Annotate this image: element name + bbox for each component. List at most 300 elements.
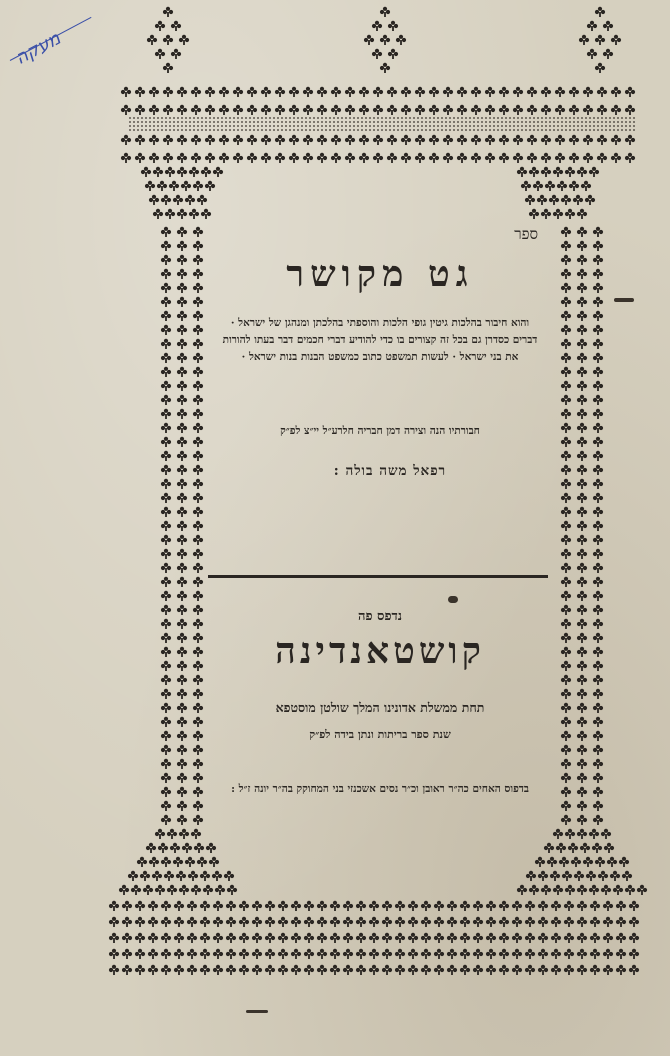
fleuron-icon bbox=[177, 353, 187, 363]
fleuron-icon bbox=[561, 121, 563, 123]
fleuron-icon bbox=[385, 129, 387, 131]
fleuron-icon bbox=[525, 121, 527, 123]
fleuron-icon bbox=[461, 121, 463, 123]
fleuron-icon bbox=[161, 297, 171, 307]
fleuron-icon bbox=[395, 933, 405, 943]
fleuron-icon bbox=[161, 773, 171, 783]
fleuron-icon bbox=[193, 181, 203, 191]
fleuron-icon bbox=[193, 801, 203, 811]
fleuron-icon bbox=[245, 121, 247, 123]
fleuron-icon bbox=[301, 129, 303, 131]
fleuron-icon bbox=[356, 933, 366, 943]
fleuron-icon bbox=[187, 965, 197, 975]
fleuron-icon bbox=[241, 129, 243, 131]
fleuron-icon bbox=[555, 105, 565, 115]
fleuron-icon bbox=[321, 117, 323, 119]
fleuron-icon bbox=[561, 227, 571, 237]
fleuron-icon bbox=[304, 949, 314, 959]
fleuron-icon bbox=[341, 121, 343, 123]
fleuron-icon bbox=[161, 731, 171, 741]
fleuron-icon bbox=[603, 917, 613, 927]
fleuron-icon bbox=[443, 87, 453, 97]
fleuron-icon bbox=[597, 105, 607, 115]
fleuron-icon bbox=[537, 121, 539, 123]
fleuron-icon bbox=[389, 129, 391, 131]
fleuron-icon bbox=[331, 153, 341, 163]
fleuron-icon bbox=[541, 209, 551, 219]
fleuron-icon bbox=[457, 153, 467, 163]
fleuron-icon bbox=[434, 901, 444, 911]
fleuron-icon bbox=[237, 129, 239, 131]
fleuron-icon bbox=[561, 619, 571, 629]
fleuron-icon bbox=[174, 949, 184, 959]
fleuron-icon bbox=[135, 933, 145, 943]
fleuron-icon bbox=[549, 125, 551, 127]
fleuron-icon bbox=[329, 125, 331, 127]
fleuron-icon bbox=[389, 117, 391, 119]
fleuron-icon bbox=[561, 451, 571, 461]
fleuron-icon bbox=[433, 117, 435, 119]
fleuron-icon bbox=[331, 87, 341, 97]
fleuron-icon bbox=[489, 125, 491, 127]
fleuron-icon bbox=[171, 21, 181, 31]
fleuron-icon bbox=[590, 933, 600, 943]
fleuron-icon bbox=[241, 125, 243, 127]
fleuron-icon bbox=[429, 135, 439, 145]
fleuron-icon bbox=[537, 129, 539, 131]
fleuron-icon bbox=[625, 117, 627, 119]
fleuron-icon bbox=[191, 153, 201, 163]
fleuron-icon bbox=[593, 353, 603, 363]
fleuron-icon bbox=[161, 241, 171, 251]
fleuron-icon bbox=[501, 121, 503, 123]
fleuron-icon bbox=[525, 917, 535, 927]
fleuron-icon bbox=[213, 129, 215, 131]
fleuron-icon bbox=[603, 933, 613, 943]
fleuron-icon bbox=[497, 121, 499, 123]
fleuron-icon bbox=[372, 49, 382, 59]
fleuron-icon bbox=[465, 117, 467, 119]
fleuron-icon bbox=[343, 917, 353, 927]
fleuron-icon bbox=[585, 121, 587, 123]
fleuron-icon bbox=[553, 209, 563, 219]
fleuron-icon bbox=[441, 125, 443, 127]
fleuron-icon bbox=[601, 125, 603, 127]
fleuron-icon bbox=[593, 633, 603, 643]
fleuron-icon bbox=[434, 933, 444, 943]
fleuron-icon bbox=[141, 125, 143, 127]
fleuron-icon bbox=[265, 901, 275, 911]
fleuron-icon bbox=[201, 209, 211, 219]
fleuron-icon bbox=[449, 121, 451, 123]
fleuron-icon bbox=[226, 933, 236, 943]
fleuron-icon bbox=[317, 901, 327, 911]
fleuron-icon bbox=[275, 135, 285, 145]
fleuron-icon bbox=[201, 121, 203, 123]
fleuron-icon bbox=[585, 195, 595, 205]
fleuron-icon bbox=[278, 949, 288, 959]
fleuron-icon bbox=[200, 871, 210, 881]
fleuron-icon bbox=[571, 857, 581, 867]
fleuron-icon bbox=[593, 773, 603, 783]
fleuron-icon bbox=[421, 117, 423, 119]
fleuron-icon bbox=[457, 121, 459, 123]
fleuron-icon bbox=[193, 353, 203, 363]
fleuron-icon bbox=[425, 121, 427, 123]
fleuron-icon bbox=[141, 167, 151, 177]
fleuron-icon bbox=[485, 129, 487, 131]
fleuron-icon bbox=[369, 917, 379, 927]
fleuron-icon bbox=[153, 117, 155, 119]
fleuron-icon bbox=[401, 105, 411, 115]
fleuron-icon bbox=[557, 125, 559, 127]
fleuron-icon bbox=[593, 125, 595, 127]
fleuron-icon bbox=[177, 591, 187, 601]
fleuron-icon bbox=[163, 63, 173, 73]
fleuron-icon bbox=[285, 117, 287, 119]
fleuron-icon bbox=[153, 209, 163, 219]
fleuron-icon bbox=[561, 465, 571, 475]
fleuron-icon bbox=[174, 901, 184, 911]
fleuron-icon bbox=[457, 105, 467, 115]
fleuron-icon bbox=[121, 135, 131, 145]
fleuron-icon bbox=[405, 117, 407, 119]
fleuron-icon bbox=[593, 451, 603, 461]
fleuron-icon bbox=[434, 949, 444, 959]
fleuron-icon bbox=[525, 125, 527, 127]
fleuron-icon bbox=[593, 647, 603, 657]
fleuron-icon bbox=[169, 125, 171, 127]
fleuron-icon bbox=[188, 871, 198, 881]
fleuron-icon bbox=[593, 801, 603, 811]
fleuron-icon bbox=[577, 759, 587, 769]
fleuron-icon bbox=[349, 129, 351, 131]
fleuron-icon bbox=[155, 829, 165, 839]
fleuron-icon bbox=[265, 129, 267, 131]
fleuron-icon bbox=[261, 117, 263, 119]
fleuron-icon bbox=[633, 121, 635, 123]
fleuron-icon bbox=[225, 129, 227, 131]
fleuron-icon bbox=[557, 121, 559, 123]
fleuron-icon bbox=[633, 117, 635, 119]
fleuron-icon bbox=[529, 125, 531, 127]
fleuron-icon bbox=[541, 167, 551, 177]
fleuron-icon bbox=[557, 129, 559, 131]
fleuron-icon bbox=[545, 129, 547, 131]
fleuron-icon bbox=[581, 117, 583, 119]
fleuron-icon bbox=[193, 367, 203, 377]
fleuron-icon bbox=[421, 121, 423, 123]
fleuron-icon bbox=[245, 117, 247, 119]
fleuron-icon bbox=[553, 167, 563, 177]
fleuron-icon bbox=[193, 121, 195, 123]
fleuron-icon bbox=[577, 479, 587, 489]
fleuron-icon bbox=[593, 759, 603, 769]
fleuron-icon bbox=[497, 117, 499, 119]
fleuron-icon bbox=[387, 87, 397, 97]
fleuron-icon bbox=[577, 675, 587, 685]
fleuron-icon bbox=[573, 129, 575, 131]
fleuron-icon bbox=[181, 125, 183, 127]
fleuron-icon bbox=[585, 117, 587, 119]
fleuron-icon bbox=[471, 135, 481, 145]
fleuron-icon bbox=[122, 933, 132, 943]
fleuron-icon bbox=[177, 423, 187, 433]
fleuron-icon bbox=[191, 105, 201, 115]
fleuron-icon bbox=[377, 129, 379, 131]
fleuron-icon bbox=[165, 167, 175, 177]
fleuron-icon bbox=[457, 117, 459, 119]
fleuron-icon bbox=[317, 965, 327, 975]
fleuron-icon bbox=[589, 121, 591, 123]
fleuron-icon bbox=[252, 901, 262, 911]
fleuron-icon bbox=[593, 339, 603, 349]
fleuron-icon bbox=[429, 129, 431, 131]
fleuron-icon bbox=[561, 125, 563, 127]
fleuron-icon bbox=[141, 129, 143, 131]
fleuron-icon bbox=[278, 901, 288, 911]
fleuron-icon bbox=[337, 117, 339, 119]
fleuron-icon bbox=[133, 125, 135, 127]
fleuron-icon bbox=[177, 153, 187, 163]
fleuron-icon bbox=[413, 121, 415, 123]
fleuron-icon bbox=[225, 117, 227, 119]
fleuron-icon bbox=[417, 129, 419, 131]
fleuron-icon bbox=[517, 125, 519, 127]
fleuron-icon bbox=[213, 121, 215, 123]
fleuron-icon bbox=[517, 885, 527, 895]
fleuron-icon bbox=[179, 35, 189, 45]
fleuron-icon bbox=[345, 105, 355, 115]
fleuron-icon bbox=[253, 125, 255, 127]
city-name: קושטאנדינה bbox=[275, 630, 485, 672]
fleuron-icon bbox=[538, 965, 548, 975]
fleuron-icon bbox=[497, 125, 499, 127]
fleuron-icon bbox=[185, 195, 195, 205]
fleuron-icon bbox=[565, 167, 575, 177]
fleuron-icon bbox=[213, 949, 223, 959]
fleuron-icon bbox=[194, 843, 204, 853]
fleuron-icon bbox=[493, 121, 495, 123]
fleuron-icon bbox=[174, 917, 184, 927]
fleuron-icon bbox=[177, 605, 187, 615]
fleuron-icon bbox=[499, 105, 509, 115]
fleuron-icon bbox=[557, 181, 567, 191]
fleuron-icon bbox=[377, 117, 379, 119]
fleuron-icon bbox=[505, 121, 507, 123]
fleuron-icon bbox=[153, 121, 155, 123]
fleuron-icon bbox=[545, 125, 547, 127]
fleuron-icon bbox=[149, 857, 159, 867]
fleuron-icon bbox=[233, 121, 235, 123]
fleuron-icon bbox=[561, 117, 563, 119]
fleuron-icon bbox=[593, 465, 603, 475]
fleuron-icon bbox=[409, 117, 411, 119]
fleuron-icon bbox=[213, 965, 223, 975]
fleuron-icon bbox=[541, 87, 551, 97]
fleuron-icon bbox=[433, 125, 435, 127]
fleuron-icon bbox=[545, 117, 547, 119]
fleuron-icon bbox=[269, 129, 271, 131]
fleuron-icon bbox=[413, 129, 415, 131]
fleuron-icon bbox=[177, 339, 187, 349]
fleuron-icon bbox=[561, 605, 571, 615]
fleuron-icon bbox=[217, 117, 219, 119]
fleuron-icon bbox=[537, 117, 539, 119]
fleuron-icon bbox=[609, 121, 611, 123]
fleuron-icon bbox=[577, 717, 587, 727]
fleuron-icon bbox=[561, 717, 571, 727]
fleuron-icon bbox=[499, 901, 509, 911]
fleuron-icon bbox=[372, 21, 382, 31]
fleuron-icon bbox=[561, 577, 571, 587]
fleuron-icon bbox=[349, 117, 351, 119]
fleuron-icon bbox=[331, 135, 341, 145]
fleuron-icon bbox=[289, 125, 291, 127]
fleuron-icon bbox=[555, 135, 565, 145]
fleuron-icon bbox=[569, 135, 579, 145]
fleuron-icon bbox=[261, 105, 271, 115]
fleuron-icon bbox=[197, 129, 199, 131]
fleuron-icon bbox=[556, 843, 566, 853]
fleuron-icon bbox=[215, 885, 225, 895]
fleuron-icon bbox=[361, 125, 363, 127]
fleuron-icon bbox=[135, 153, 145, 163]
fleuron-icon bbox=[517, 121, 519, 123]
fleuron-icon bbox=[109, 965, 119, 975]
fleuron-icon bbox=[625, 135, 635, 145]
fleuron-icon bbox=[586, 871, 596, 881]
fleuron-icon bbox=[193, 423, 203, 433]
fleuron-icon bbox=[161, 535, 171, 545]
fleuron-icon bbox=[157, 129, 159, 131]
fleuron-icon bbox=[293, 121, 295, 123]
fleuron-icon bbox=[237, 121, 239, 123]
fleuron-icon bbox=[525, 129, 527, 131]
fleuron-icon bbox=[437, 117, 439, 119]
fleuron-icon bbox=[221, 117, 223, 119]
fleuron-icon bbox=[443, 135, 453, 145]
fleuron-icon bbox=[133, 121, 135, 123]
fleuron-icon bbox=[177, 437, 187, 447]
fleuron-icon bbox=[489, 117, 491, 119]
fleuron-icon bbox=[561, 283, 571, 293]
printed-here: נדפס פה bbox=[357, 609, 403, 624]
fleuron-icon bbox=[109, 917, 119, 927]
fleuron-icon bbox=[291, 965, 301, 975]
fleuron-icon bbox=[345, 135, 355, 145]
fleuron-icon bbox=[617, 129, 619, 131]
fleuron-icon bbox=[161, 121, 163, 123]
fleuron-icon bbox=[161, 949, 171, 959]
fleuron-icon bbox=[161, 815, 171, 825]
fleuron-icon bbox=[217, 121, 219, 123]
fleuron-icon bbox=[193, 745, 203, 755]
fleuron-icon bbox=[177, 241, 187, 251]
fleuron-icon bbox=[343, 933, 353, 943]
fleuron-icon bbox=[369, 129, 371, 131]
fleuron-icon bbox=[177, 87, 187, 97]
fleuron-icon bbox=[421, 129, 423, 131]
fleuron-icon bbox=[189, 121, 191, 123]
fleuron-icon bbox=[148, 965, 158, 975]
fleuron-icon bbox=[191, 885, 201, 895]
fleuron-icon bbox=[165, 117, 167, 119]
fleuron-icon bbox=[305, 121, 307, 123]
fleuron-icon bbox=[135, 105, 145, 115]
fleuron-icon bbox=[361, 117, 363, 119]
fleuron-icon bbox=[193, 129, 195, 131]
fleuron-icon bbox=[122, 901, 132, 911]
fleuron-icon bbox=[257, 125, 259, 127]
fleuron-icon bbox=[619, 857, 629, 867]
fleuron-icon bbox=[529, 167, 539, 177]
fleuron-icon bbox=[285, 129, 287, 131]
fleuron-icon bbox=[161, 619, 171, 629]
fleuron-icon bbox=[221, 125, 223, 127]
fleuron-icon bbox=[201, 167, 211, 177]
fleuron-icon bbox=[161, 395, 171, 405]
fleuron-icon bbox=[161, 787, 171, 797]
fleuron-icon bbox=[577, 269, 587, 279]
fleuron-icon bbox=[401, 153, 411, 163]
fleuron-icon bbox=[187, 933, 197, 943]
fleuron-icon bbox=[121, 105, 131, 115]
fleuron-icon bbox=[163, 35, 173, 45]
fleuron-icon bbox=[177, 633, 187, 643]
fleuron-icon bbox=[597, 121, 599, 123]
fleuron-icon bbox=[301, 121, 303, 123]
ink-spot bbox=[448, 596, 458, 603]
fleuron-icon bbox=[421, 965, 431, 975]
fleuron-icon bbox=[593, 367, 603, 377]
fleuron-icon bbox=[577, 563, 587, 573]
fleuron-icon bbox=[317, 105, 327, 115]
fleuron-icon bbox=[593, 731, 603, 741]
fleuron-icon bbox=[579, 35, 589, 45]
fleuron-icon bbox=[629, 917, 639, 927]
fleuron-icon bbox=[577, 577, 587, 587]
fleuron-icon bbox=[161, 591, 171, 601]
fleuron-icon bbox=[167, 885, 177, 895]
fleuron-icon bbox=[577, 117, 579, 119]
fleuron-icon bbox=[193, 535, 203, 545]
fleuron-icon bbox=[577, 689, 587, 699]
fleuron-icon bbox=[538, 871, 548, 881]
fleuron-icon bbox=[365, 117, 367, 119]
fleuron-icon bbox=[135, 87, 145, 97]
fleuron-icon bbox=[561, 325, 571, 335]
fleuron-icon bbox=[161, 283, 171, 293]
fleuron-icon bbox=[577, 353, 587, 363]
fleuron-icon bbox=[497, 129, 499, 131]
fleuron-icon bbox=[401, 135, 411, 145]
fleuron-icon bbox=[509, 125, 511, 127]
fleuron-icon bbox=[325, 125, 327, 127]
fleuron-icon bbox=[161, 437, 171, 447]
fleuron-icon bbox=[633, 129, 635, 131]
fleuron-icon bbox=[173, 857, 183, 867]
fleuron-icon bbox=[421, 901, 431, 911]
fleuron-icon bbox=[569, 121, 571, 123]
fleuron-icon bbox=[593, 591, 603, 601]
fleuron-icon bbox=[593, 605, 603, 615]
fleuron-icon bbox=[555, 87, 565, 97]
fleuron-icon bbox=[509, 117, 511, 119]
fleuron-icon bbox=[205, 153, 215, 163]
fleuron-icon bbox=[429, 125, 431, 127]
fleuron-icon bbox=[593, 675, 603, 685]
